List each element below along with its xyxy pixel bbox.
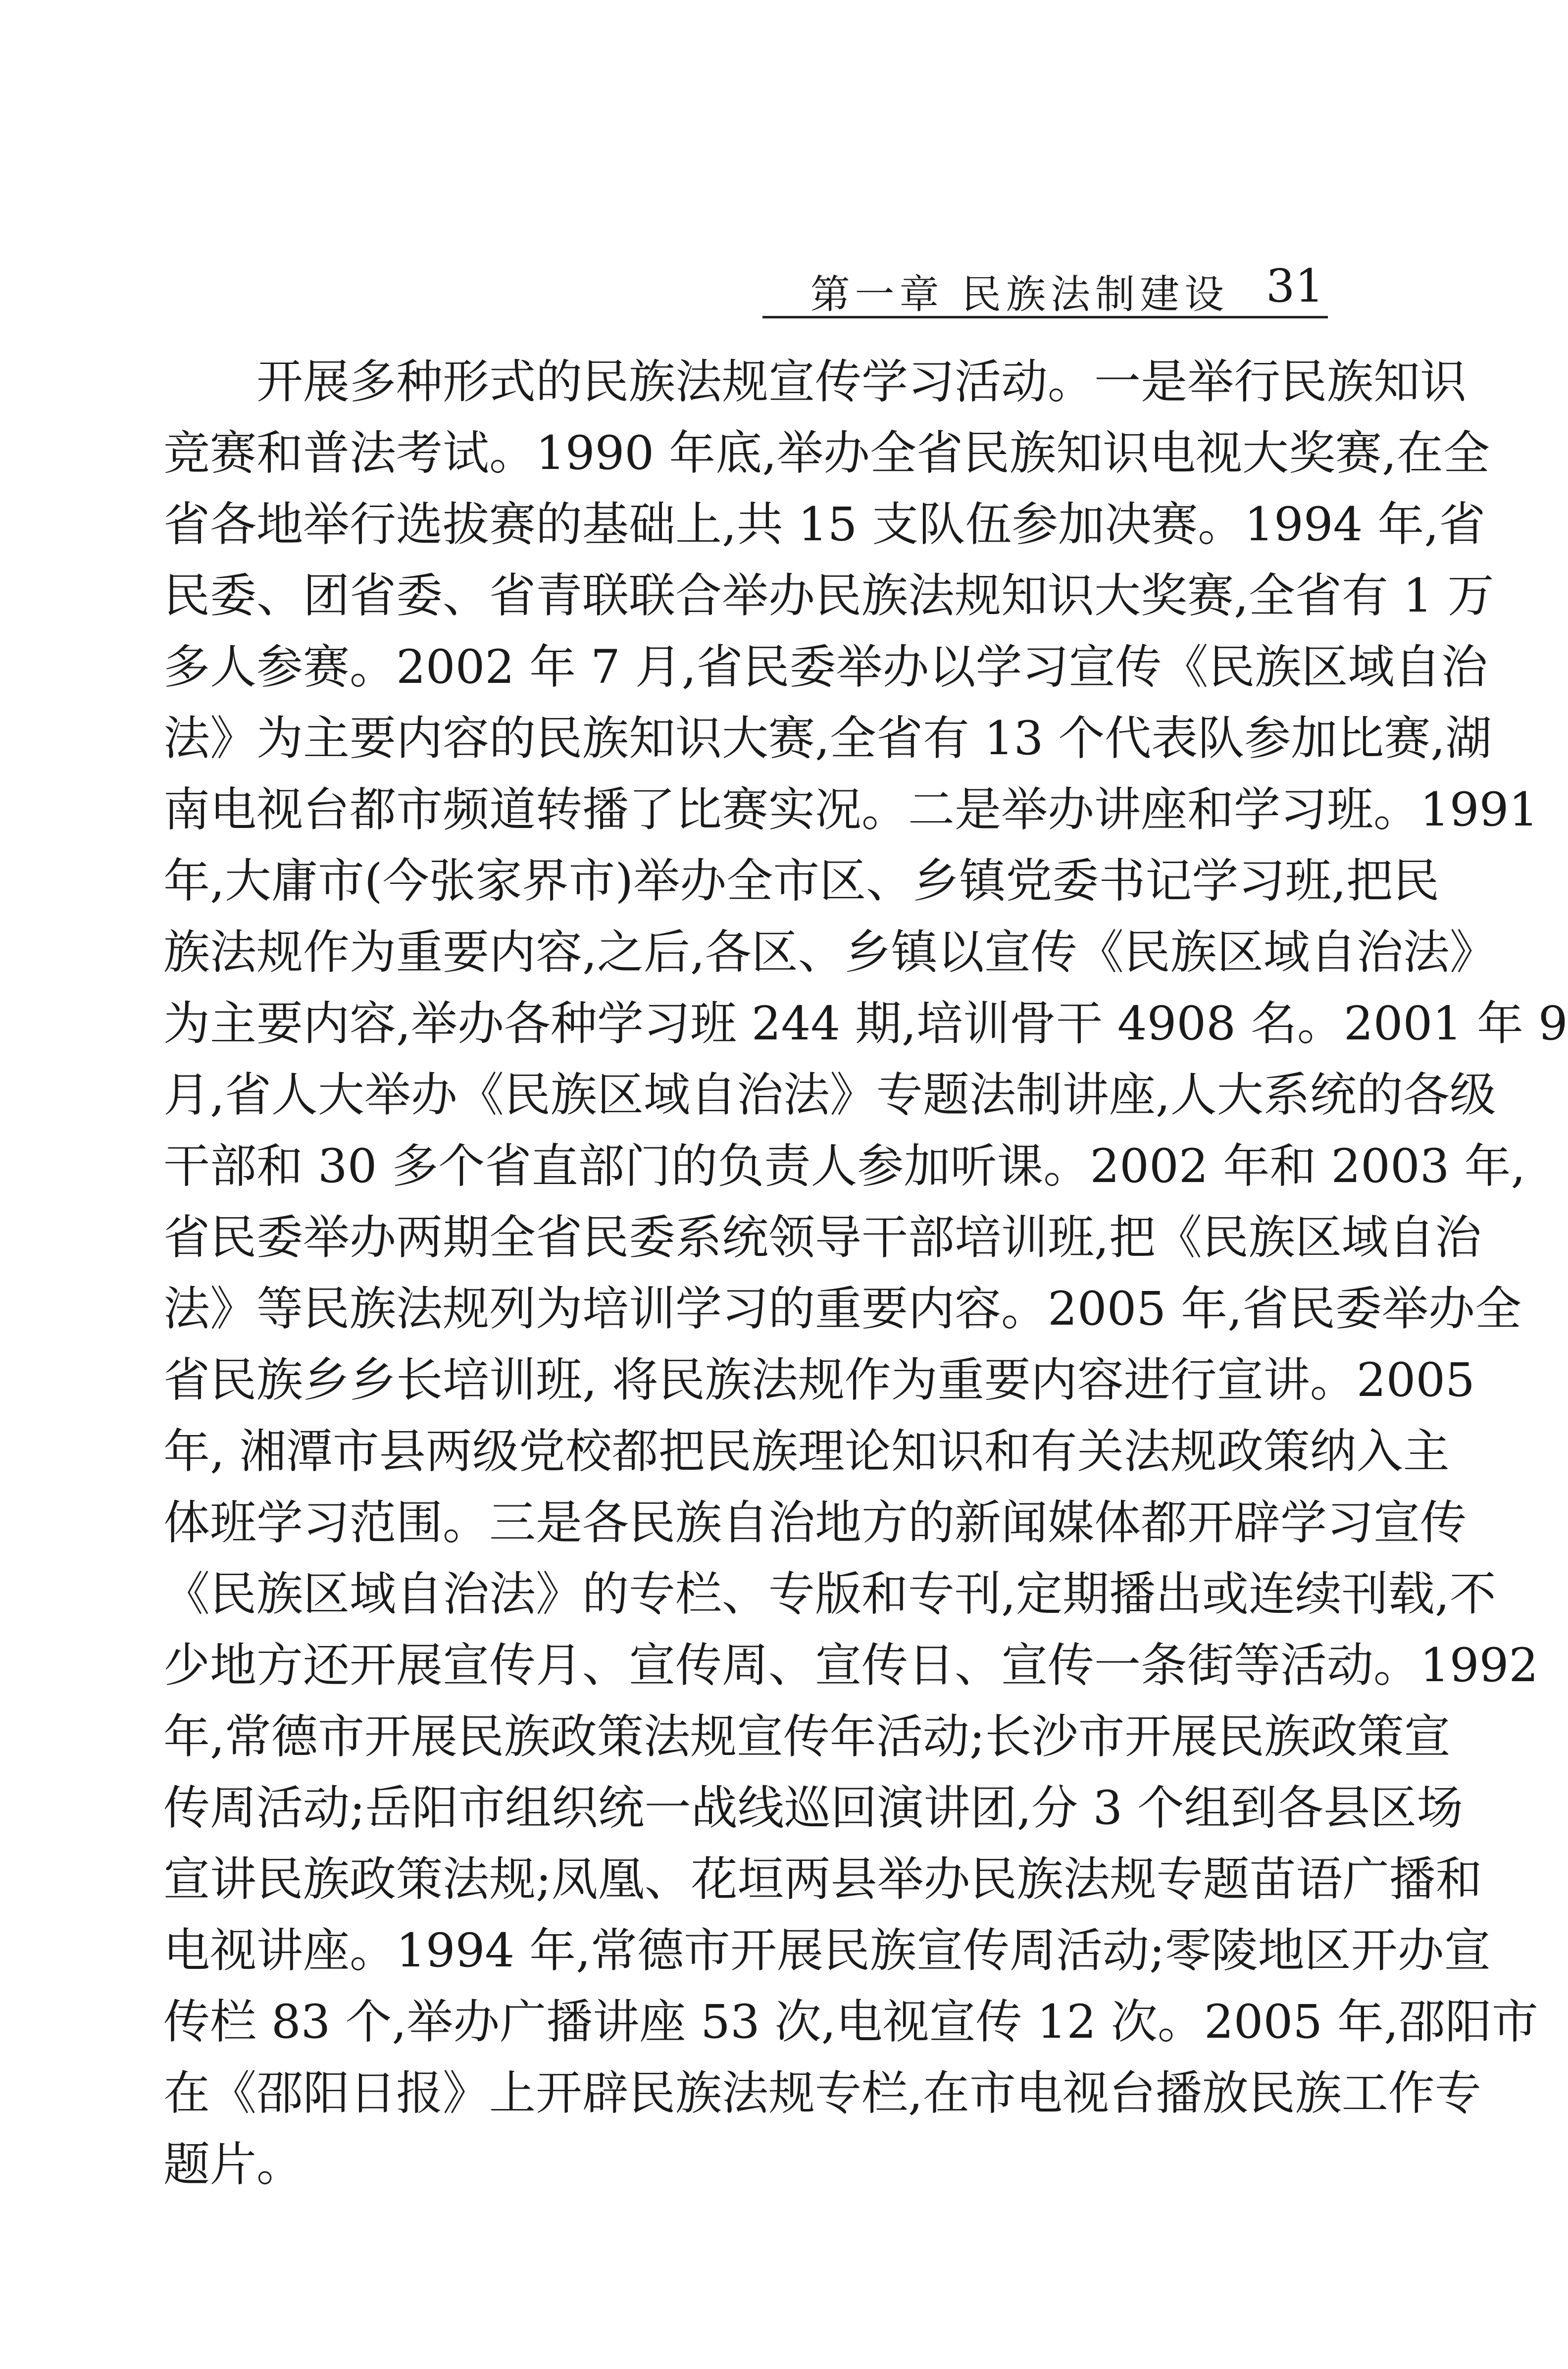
text-line: 干部和 30 多个省直部门的负责人参加听课。2002 年和 2003 年, [163, 1139, 1526, 1193]
text-line: 族法规作为重要内容,之后,各区、乡镇以宣传《民族区域自治法》 [163, 926, 1496, 979]
text-line: 年,常德市开展民族政策法规宣传年活动;长沙市开展民族政策宣 [163, 1710, 1451, 1764]
text-line: 体班学习范围。三是各民族自治地方的新闻媒体都开辟学习宣传 [163, 1496, 1467, 1550]
text-line: 法》等民族法规列为培训学习的重要内容。2005 年,省民委举办全 [163, 1282, 1521, 1336]
chapter-title: 第一章 民族法制建设 [810, 271, 1229, 317]
text-line: 省民族乡乡长培训班, 将民族法规作为重要内容进行宣讲。2005 [163, 1353, 1475, 1407]
text-line: 开展多种形式的民族法规宣传学习活动。一是举行民族知识 [256, 355, 1467, 409]
page-number: 31 [1265, 259, 1324, 312]
text-line: 南电视台都市频道转播了比赛实况。二是举办讲座和学习班。1991 [163, 783, 1539, 837]
text-line: 题片。 [163, 2138, 303, 2192]
text-line: 多人参赛。2002 年 7 月,省民委举办以学习宣传《民族区域自治 [163, 640, 1488, 694]
text-line: 月,省人大举办《民族区域自治法》专题法制讲座,人大系统的各级 [163, 1068, 1496, 1122]
text-line: 民委、团省委、省青联联合举办民族法规知识大奖赛,全省有 1 万 [163, 569, 1494, 623]
text-line: 少地方还开展宣传月、宣传周、宣传日、宣传一条街等活动。1992 [163, 1639, 1539, 1693]
text-line: 传栏 83 个,举办广播讲座 53 次,电视宣传 12 次。2005 年,邵阳市 [163, 1995, 1538, 2049]
text-line: 为主要内容,举办各种学习班 244 期,培训骨干 4908 名。2001 年 9 [163, 997, 1568, 1051]
text-line: 传周活动;岳阳市组织统一战线巡回演讲团,分 3 个组到各县区场 [163, 1781, 1464, 1835]
text-line: 《民族区域自治法》的专栏、专版和专刊,定期播出或连续刊载,不 [163, 1567, 1496, 1621]
text-line: 省民委举办两期全省民委系统领导干部培训班,把《民族区域自治 [163, 1211, 1481, 1265]
text-line: 在《邵阳日报》上开辟民族法规专栏,在市电视台播放民族工作专 [163, 2066, 1481, 2120]
running-header [762, 258, 1328, 318]
text-line: 竞赛和普法考试。1990 年底,举办全省民族知识电视大奖赛,在全 [163, 426, 1490, 480]
text-line: 年, 湘潭市县两级党校都把民族理论知识和有关法规政策纳入主 [163, 1425, 1450, 1479]
text-line: 电视讲座。1994 年,常德市开展民族宣传周活动;零陵地区开办宣 [163, 1924, 1491, 1978]
body-paragraph [163, 347, 1568, 2201]
text-line: 宣讲民族政策法规;凤凰、花垣两县举办民族法规专题苗语广播和 [163, 1853, 1482, 1906]
text-line: 法》为主要内容的民族知识大赛,全省有 13 个代表队参加比赛,湖 [163, 712, 1492, 766]
text-line: 省各地举行选拔赛的基础上,共 15 支队伍参加决赛。1994 年,省 [163, 498, 1486, 552]
text-line: 年,大庸市(今张家界市)举办全市区、乡镇党委书记学习班,把民 [163, 854, 1440, 908]
